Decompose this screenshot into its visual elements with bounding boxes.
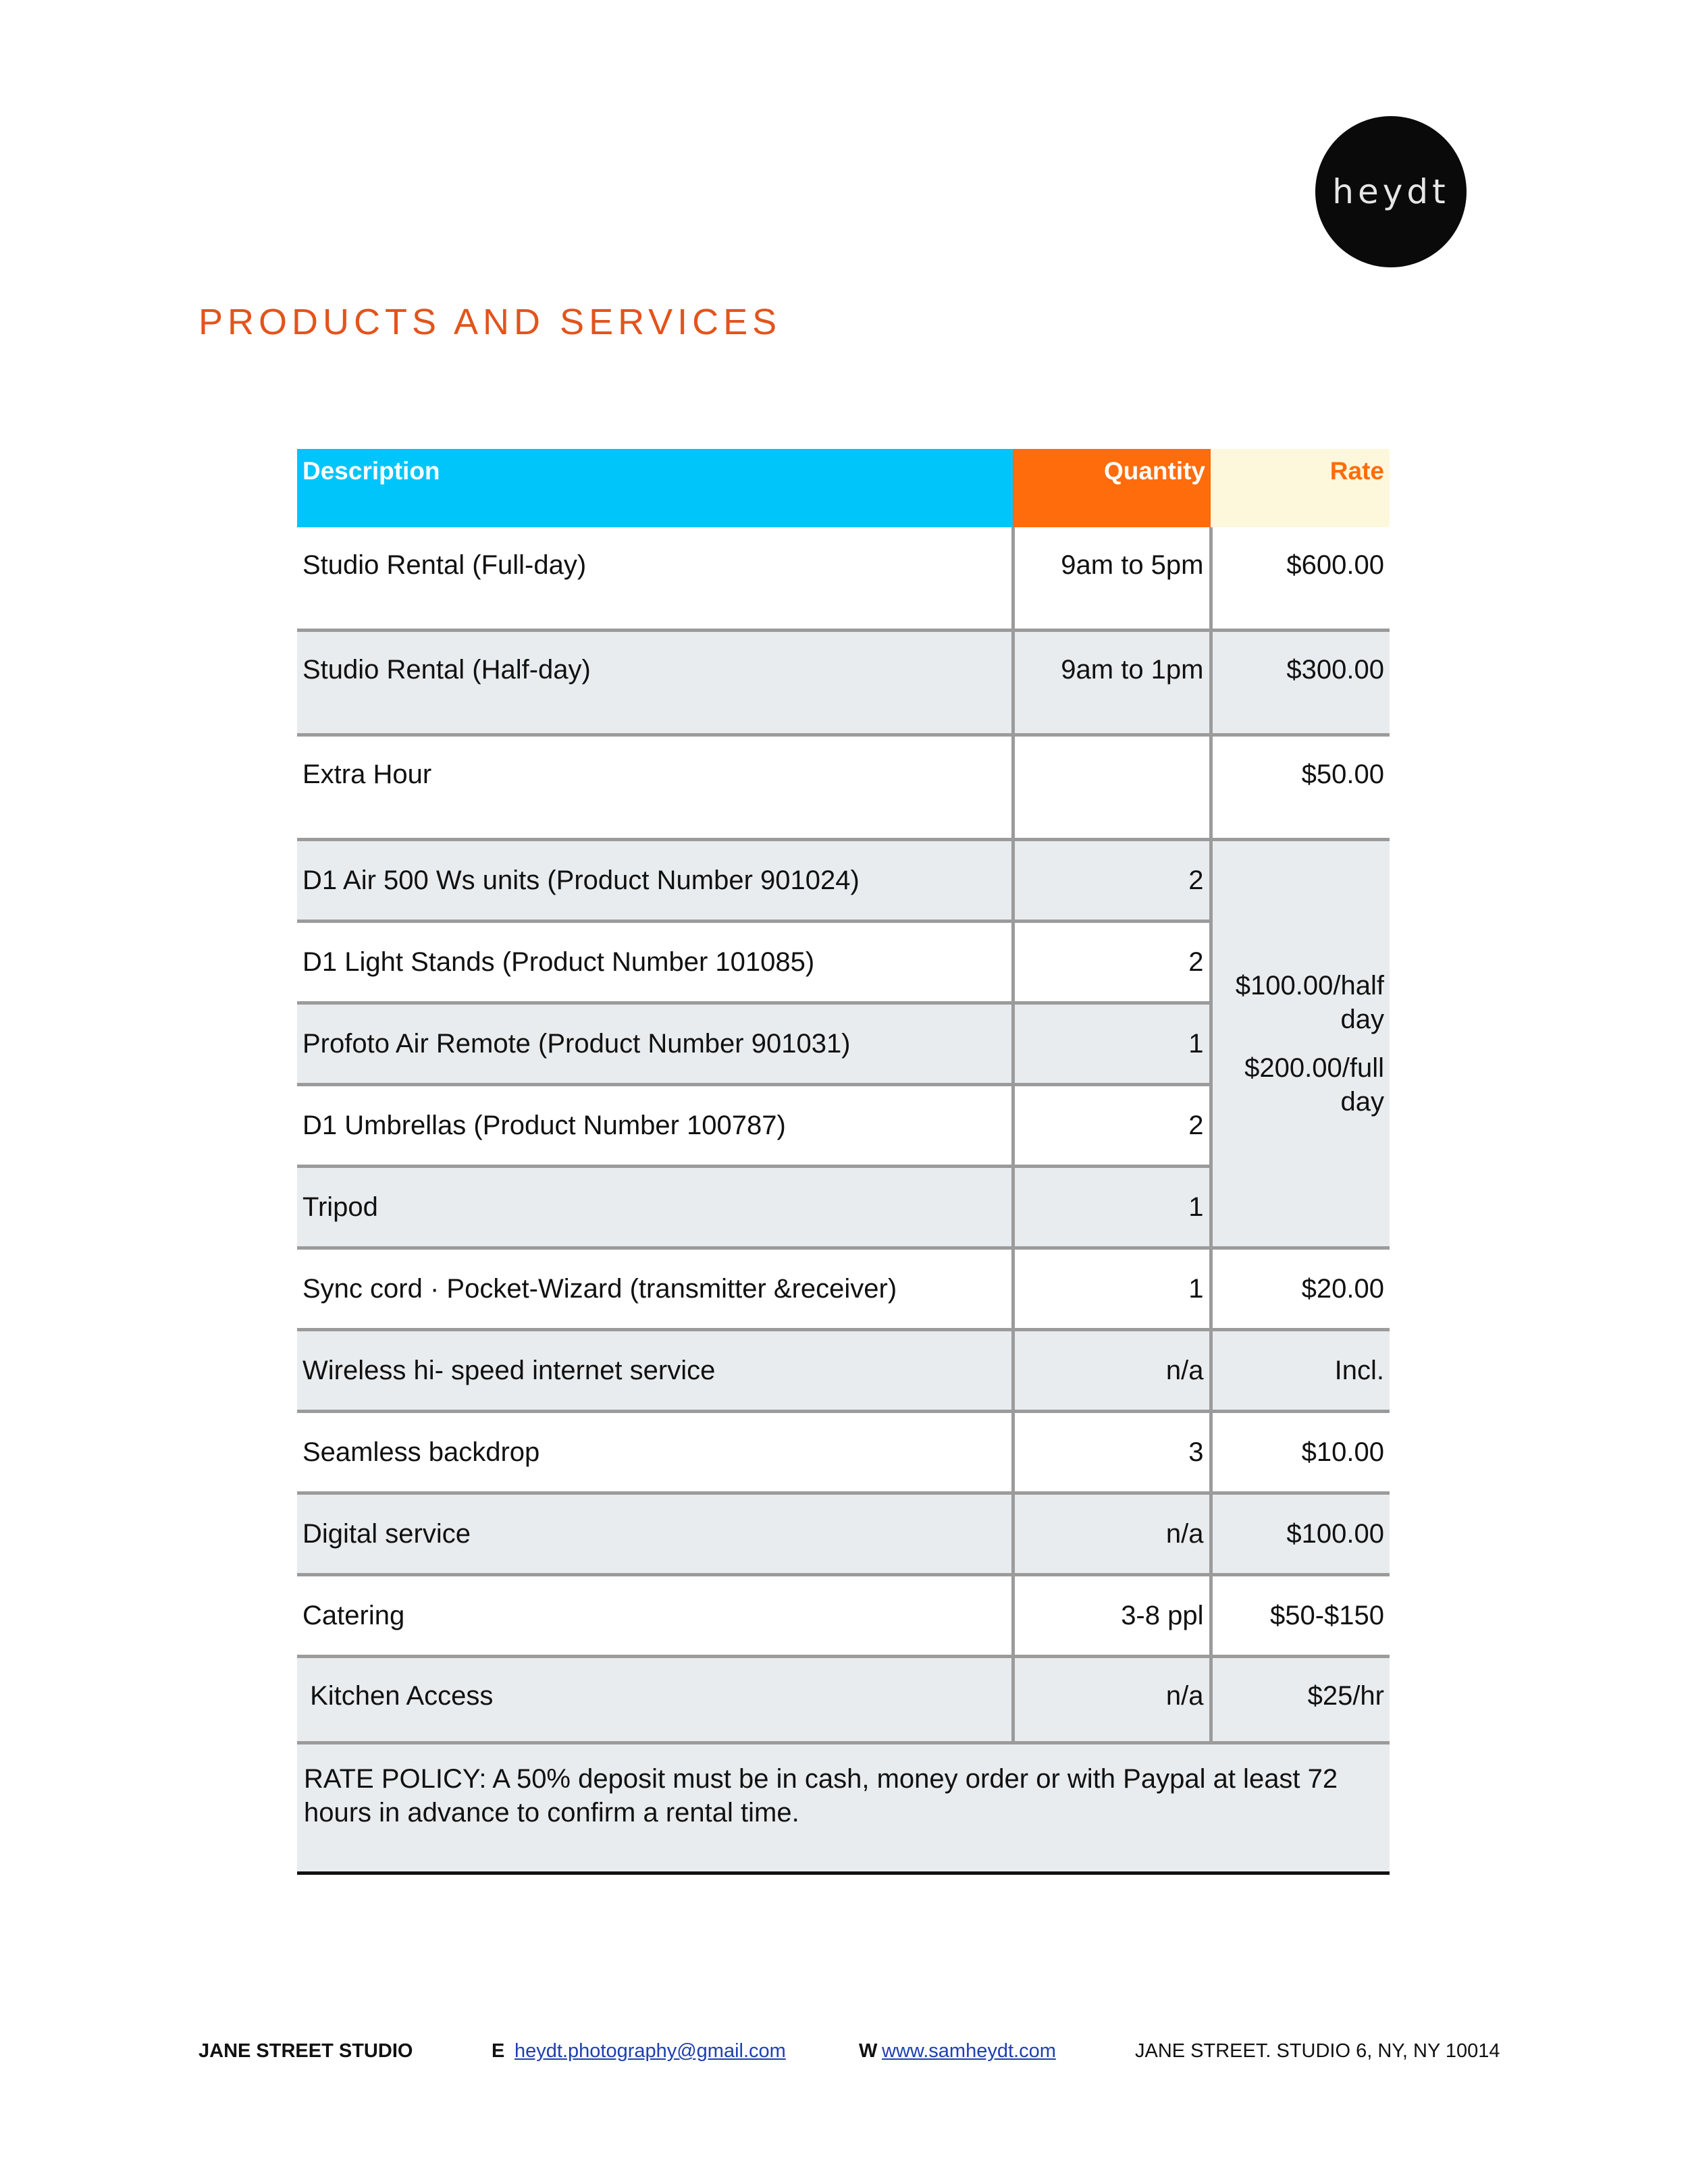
- row-description: Extra Hour: [297, 735, 1013, 840]
- footer-web-label: W: [859, 2040, 878, 2062]
- row-rate: $50.00: [1211, 735, 1390, 840]
- row-quantity: 1: [1013, 1003, 1211, 1085]
- row-quantity: n/a: [1013, 1493, 1211, 1575]
- table-row: [297, 840, 1390, 922]
- row-description: Tripod: [297, 1167, 1013, 1248]
- row-quantity: 2: [1013, 1085, 1211, 1167]
- price-table: [297, 449, 1390, 1779]
- table-row: [297, 527, 1390, 631]
- footer-email-label: E: [492, 2040, 505, 2062]
- full-day-rate: $200.00/full day: [1244, 1053, 1384, 1117]
- row-quantity: n/a: [1013, 1330, 1211, 1412]
- footer: [0, 2040, 1688, 2067]
- row-description: D1 Air 500 Ws units (Product Number 901024): [297, 840, 1013, 922]
- header-rate: Rate: [1211, 449, 1390, 527]
- footer-email-link[interactable]: heydt.photography@gmail.com: [515, 2040, 786, 2062]
- row-rate: $300.00: [1211, 631, 1390, 735]
- footer-studio-name: JANE STREET STUDIO: [199, 2040, 413, 2062]
- row-description: D1 Light Stands (Product Number 101085): [297, 922, 1013, 1003]
- row-quantity: 9am to 1pm: [1013, 631, 1211, 735]
- table-row: [297, 735, 1390, 840]
- row-rate: $100.00: [1211, 1493, 1390, 1575]
- table-row: [297, 1575, 1390, 1657]
- row-quantity: 2: [1013, 840, 1211, 922]
- logo-text: heydt: [1332, 172, 1450, 211]
- footer-website-link[interactable]: www.samheydt.com: [882, 2040, 1056, 2062]
- table-header-row: [297, 449, 1390, 527]
- row-description: D1 Umbrellas (Product Number 100787): [297, 1085, 1013, 1167]
- row-description: Studio Rental (Half-day): [297, 631, 1013, 735]
- row-quantity: 1: [1013, 1167, 1211, 1248]
- footer-address: JANE STREET. STUDIO 6, NY, NY 10014: [1135, 2040, 1500, 2062]
- row-quantity: [1013, 735, 1211, 840]
- heydt-logo: [1315, 116, 1467, 267]
- row-quantity: 1: [1013, 1248, 1211, 1330]
- row-quantity: 3: [1013, 1412, 1211, 1493]
- table-row: [297, 1330, 1390, 1412]
- row-quantity: n/a: [1013, 1657, 1211, 1778]
- row-description: Profoto Air Remote (Product Number 901031): [297, 1003, 1013, 1085]
- row-rate: $25/hr: [1211, 1657, 1390, 1778]
- row-description: Kitchen Access: [297, 1657, 1013, 1778]
- row-rate: $600.00: [1211, 527, 1390, 631]
- row-quantity: 3-8 ppl: [1013, 1575, 1211, 1657]
- row-quantity: 2: [1013, 922, 1211, 1003]
- header-description: Description: [297, 449, 1013, 527]
- row-description: Digital service: [297, 1493, 1013, 1575]
- half-day-rate: $100.00/half day: [1235, 971, 1384, 1034]
- row-quantity: 9am to 5pm: [1013, 527, 1211, 631]
- row-description: Wireless hi- speed internet service: [297, 1330, 1013, 1412]
- table-row: [297, 1248, 1390, 1330]
- row-rate: $20.00: [1211, 1248, 1390, 1330]
- row-description: Sync cord · Pocket-Wizard (transmitter &receiver): [297, 1248, 1013, 1330]
- row-rate: $10.00: [1211, 1412, 1390, 1493]
- row-rate: $50-$150: [1211, 1575, 1390, 1657]
- table-row: [297, 1412, 1390, 1493]
- equipment-package-rate: [1211, 840, 1390, 1248]
- table-row: [297, 1493, 1390, 1575]
- table-row: [297, 631, 1390, 735]
- page-title: PRODUCTS AND SERVICES: [199, 302, 782, 342]
- rate-policy: RATE POLICY: A 50% deposit must be in cash, money order or with Paypal at least 72 hours in advance to confirm a rental time.: [297, 1741, 1390, 1875]
- row-rate: Incl.: [1211, 1330, 1390, 1412]
- row-description: Catering: [297, 1575, 1013, 1657]
- row-description: Seamless backdrop: [297, 1412, 1013, 1493]
- header-quantity: Quantity: [1013, 449, 1211, 527]
- row-description: Studio Rental (Full-day): [297, 527, 1013, 631]
